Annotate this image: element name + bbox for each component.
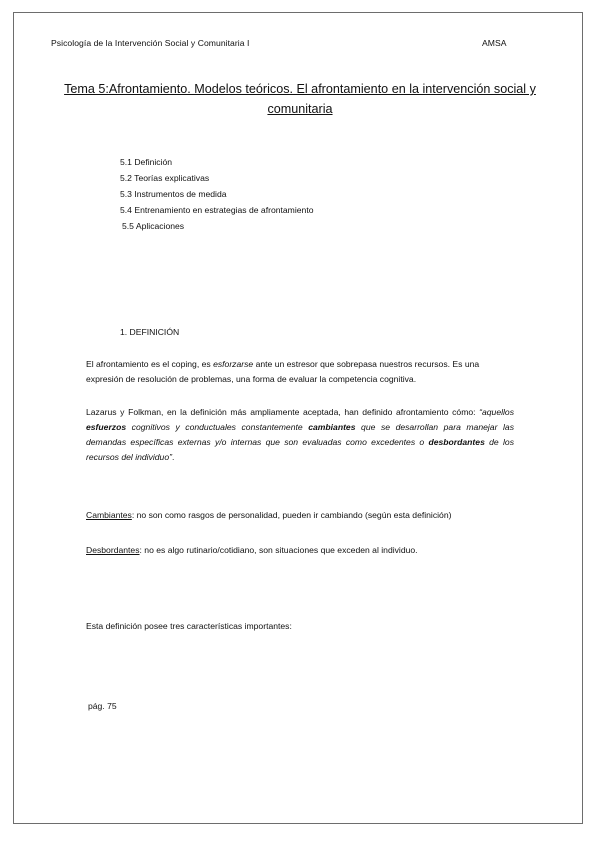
document-title: Tema 5:Afrontamiento. Modelos teóricos. El afrontamiento en la intervención social y comunitaria bbox=[64, 82, 536, 116]
text: El afrontamiento es el coping, es bbox=[86, 359, 214, 369]
quote-keyword: desbordantes bbox=[428, 437, 485, 447]
toc-item: 5.3 Instrumentos de medida bbox=[120, 188, 227, 199]
definition-paragraph-2 bbox=[86, 405, 514, 465]
closing-sentence: Esta definición posee tres características importantes: bbox=[86, 621, 292, 631]
term-text: : no son como rasgos de personalidad, pueden ir cambiando (según esta definición) bbox=[131, 510, 452, 520]
emphasis: esforzarse bbox=[213, 359, 254, 369]
text: . bbox=[171, 452, 175, 462]
quote-keyword: esfuerzos bbox=[86, 422, 127, 432]
term-label: Cambiantes bbox=[86, 510, 132, 520]
term-desbordantes bbox=[86, 543, 514, 558]
table-of-contents bbox=[120, 155, 313, 235]
definition-paragraph-1 bbox=[86, 357, 514, 387]
text: Lazarus y Folkman, en la definición más ampliamente aceptada, han definido afrontamiento cómo: bbox=[86, 407, 480, 417]
section-heading: 1. DEFINICIÓN bbox=[120, 327, 180, 337]
toc-item: 5.2 Teorías explicativas bbox=[120, 172, 210, 183]
quote-text: cognitivos y conductuales constantemente bbox=[126, 422, 309, 432]
quote-text: “aquellos bbox=[479, 407, 514, 417]
text: ante un estresor que sobrepasa nuestros recursos. Es una expresión de resolución de problemas, una forma de evaluar la competencia cognitiva. bbox=[86, 359, 480, 384]
toc-item: 5.1 Definición bbox=[120, 157, 173, 167]
quote-text: de los recursos del individuo” bbox=[86, 437, 514, 462]
toc-item: 5.5 Aplicaciones bbox=[122, 220, 185, 231]
term-label: Desbordantes bbox=[86, 545, 140, 555]
quote-text: que se desarrollan para manejar las demandas específicas externas y/o internas que son evaluadas como excedentes o bbox=[86, 422, 514, 447]
term-text: : no es algo rutinario/cotidiano, son situaciones que exceden al individuo. bbox=[139, 545, 418, 555]
quote-keyword: cambiantes bbox=[308, 422, 356, 432]
toc-item: 5.4 Entrenamiento en estrategias de afrontamiento bbox=[120, 204, 314, 215]
page-number: pág. 75 bbox=[88, 701, 117, 711]
header-author: AMSA bbox=[482, 38, 507, 48]
term-cambiantes bbox=[86, 508, 514, 523]
header-course: Psicología de la Intervención Social y Comunitaria I bbox=[51, 38, 250, 48]
